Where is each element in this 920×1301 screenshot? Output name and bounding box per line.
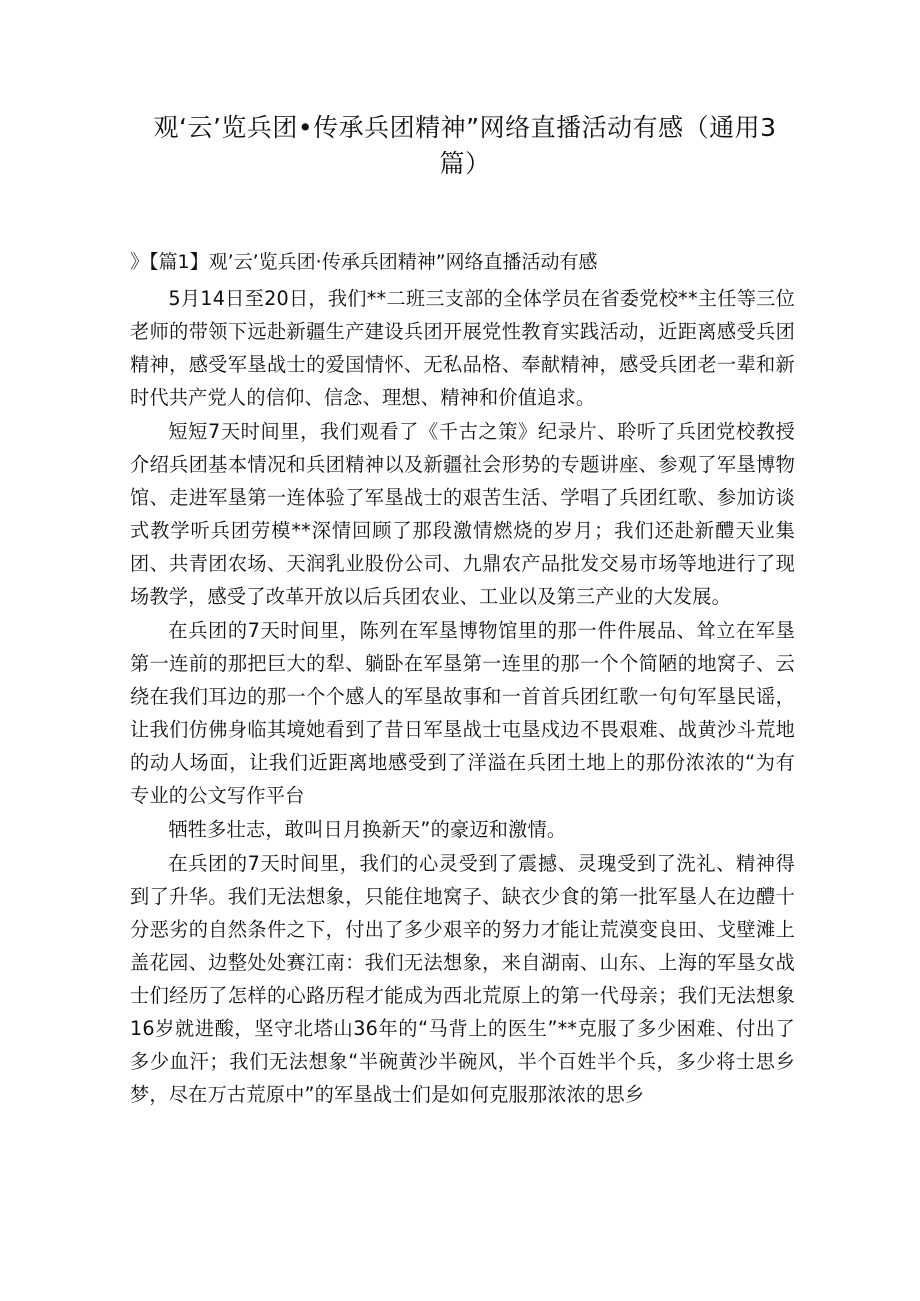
paragraph: 在兵团的7天时间里，陈列在军垦博物馆里的那一件件展品、耸立在军垦第一连前的那把巨大的犁、躺卧在军垦第一连里的那一个个简陋的地窝子、云绕在我们耳边的那一个个感人的军垦故事和一首首兵团红歌一句句军垦民谣，让我们仿佛身临其境她看到了昔日军垦战士屯垦戍边不畏艰难、战黄沙斗荒地的动人场面，让我们近距离地感受到了洋溢在兵团土地上的那份浓浓的“为有专业的公文写作平台 (130, 619, 795, 807)
document-body (130, 282, 795, 1111)
paragraph: 5月14日至20日，我们**二班三支部的全体学员在省委党校**主任等三位老师的带领下远赴新疆生产建设兵团开展党性教育实践活动，近距离感受兵团精神，感受军垦战士的爱国情怀、无私品格、奉献精神，感受兵团老一辈和新时代共产党人的信仰、信念、理想、精神和价值追求。 (130, 287, 795, 409)
document-title: 观‘云’览兵团•传承兵团精神”网络直播活动有感（通用3篇） (153, 113, 777, 178)
paragraph: 牺牲多壮志，敢叫日月换新天”的豪迈和激情。 (168, 818, 567, 841)
paragraph: 在兵团的7天时间里，我们的心灵受到了震撼、灵瑰受到了洗礼、精神得到了升华。我们无法想象，只能住地窝子、缺衣少食的第一批军垦人在边醴十分恶劣的自然条件之下，付出了多少艰辛的努力才能让荒漠变良田、戈壁滩上盖花园、边整处处赛江南：我们无法想象，来自湖南、山东、上海的军垦女战士们经历了怎样的心路历程才能成为西北荒原上的第一代母亲；我们无法想象16岁就进酸，坚守北塔山36年的“马背上的医生”**克服了多少困难、付出了多少血汗；我们无法想象“半碗黄沙半碗风，半个百姓半个兵，多少将士思乡梦，尽在万古荒原中”的军垦战士们是如何克服那浓浓的思乡 (130, 852, 795, 1106)
paragraph: 短短7天时间里，我们观看了《千古之策》纪录片、聆听了兵团党校教授介绍兵团基本情况和兵团精神以及新疆社会形势的专题讲座、参观了军垦博物馆、走进军垦第一连体验了军垦战士的艰苦生活、学唱了兵团红歌、参加访谈式教学听兵团劳模**深情回顾了那段激情燃烧的岁月；我们还赴新醴天业集团、共青团农场、天润乳业股份公司、九鼎农产品批发交易市场等地进行了现场教学，感受了改革开放以后兵团农业、工业以及第三产业的大发展。 (130, 420, 795, 608)
section-heading: 》【篇1】观’云’览兵团·传承兵团精神”网络直播活动有感 (130, 251, 598, 273)
